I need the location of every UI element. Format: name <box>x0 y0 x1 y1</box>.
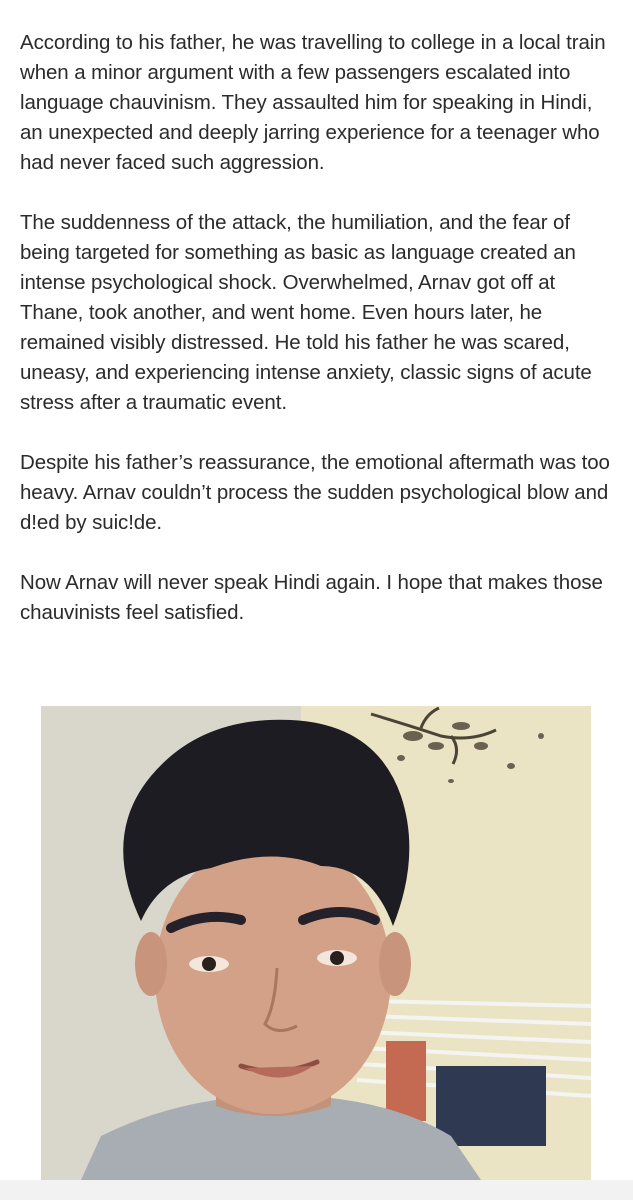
post-paragraph-3: Despite his father’s reassurance, the emotional aftermath was too heavy. Arnav couldn’t process the sudden psychological blow and d!ed by suic!de. <box>20 451 610 534</box>
bottom-bar <box>0 1180 633 1200</box>
post-paragraph-2: The suddenness of the attack, the humiliation, and the fear of being targeted for something as basic as language created an intense psychological shock. Overwhelmed, Arnav got off at Thane, took another, and went home. Even hours later, he remained visibly distressed. He told his father he was scared, uneasy, and experiencing intense anxiety, classic signs of acute stress after a traumatic event. <box>20 211 592 414</box>
post-paragraph-4: Now Arnav will never speak Hindi again. I hope that makes those chauvinists feel satisfied. <box>20 571 603 624</box>
portrait-photo <box>41 706 591 1180</box>
post-paragraph-1: According to his father, he was travelling to college in a local train when a minor argument with a few passengers escalated into language chauvinism. They assaulted him for speaking in Hindi, an unexpected and deeply jarring experience for a teenager who had never faced such aggression. <box>20 31 606 174</box>
post-body <box>20 28 620 628</box>
post-photo[interactable] <box>41 706 591 1180</box>
